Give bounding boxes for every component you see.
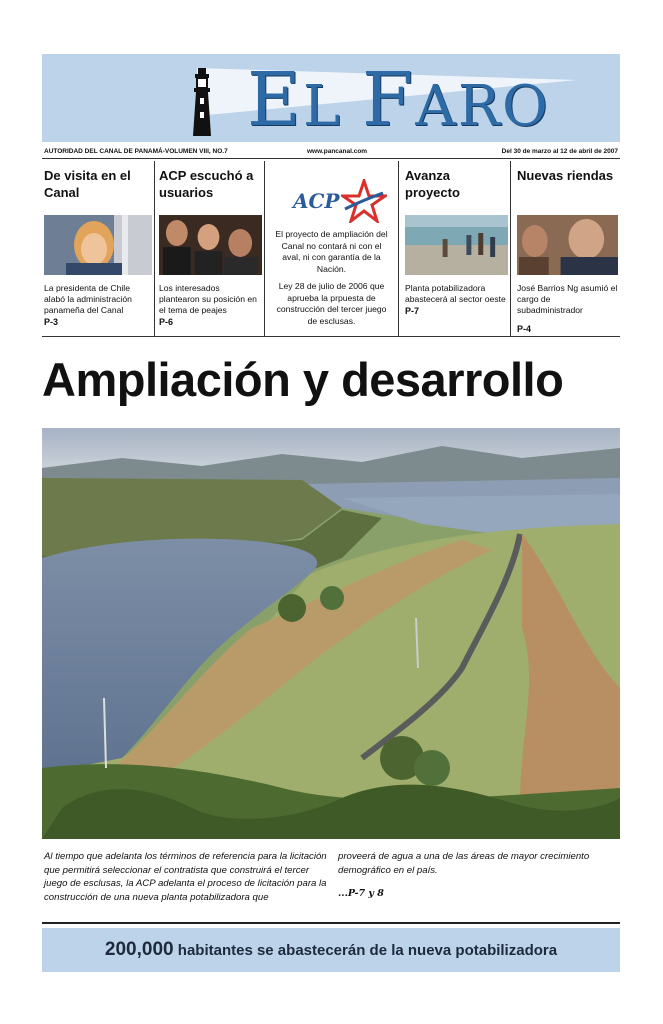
teaser-photo-meeting xyxy=(159,215,262,275)
teaser-visita[interactable] xyxy=(42,161,154,337)
teaser-title: Avanza proyecto xyxy=(405,168,460,200)
main-photo-canal-landscape xyxy=(42,428,620,839)
photo-caption-col2: proveerá de agua a una de las áreas de mayor crecimiento demográfico en el país. ...P-7 y 8 xyxy=(338,850,618,901)
issue-info-bar xyxy=(42,145,620,159)
lighthouse-logo-icon xyxy=(188,68,216,136)
website-link[interactable]: www.pancanal.com xyxy=(307,148,368,155)
teaser-text: Los interesados plantearon su posición en el tema de peajes xyxy=(159,283,257,315)
teaser-paragraph: El proyecto de ampliación del Canal no contará ni con el aval, ni con garantía de la Nación. xyxy=(275,229,388,274)
page-ref: P-7 xyxy=(405,306,420,316)
caption-page-ref: ...P-7 y 8 xyxy=(338,888,384,899)
page-ref: P-6 xyxy=(159,317,174,327)
teaser-photo-administrator xyxy=(517,215,618,275)
page-ref: P-4 xyxy=(517,324,532,334)
teaser-photo-site xyxy=(405,215,508,275)
teaser-riendas[interactable] xyxy=(510,161,620,337)
teaser-row xyxy=(42,161,620,337)
star-icon xyxy=(341,179,387,223)
acp-logo: ACP xyxy=(275,169,388,223)
page-ref: P-3 xyxy=(44,317,59,327)
teaser-title: De visita en el Canal xyxy=(44,168,131,200)
photo-caption-col1: Al tiempo que adelanta los términos de referencia para la licitación que permitirá seleccionar el contratista que construirá el tercer juego de esclusas, la ACP adelanta el proceso de licitación para la construcción de una nueva planta potabilizadora que xyxy=(44,851,327,903)
teaser-text: Planta potabilizadora abastecerá al sector oeste xyxy=(405,283,506,304)
banner-text: habitantes se abastecerán de la nueva potabilizadora xyxy=(173,942,558,959)
bottom-banner xyxy=(42,928,620,972)
teaser-text: La presidenta de Chile alabó la administración panameña del Canal xyxy=(44,283,132,315)
teaser-photo-president xyxy=(44,215,152,275)
teaser-text: José Barrios Ng asumió el cargo de subadministrador xyxy=(517,283,618,315)
newspaper-title: EL FARO xyxy=(247,57,550,142)
main-headline: Ampliación y desarrollo xyxy=(42,353,564,406)
teaser-paragraph: Ley 28 de julio de 2006 que aprueba la prpuesta de construcción del tercer juego de esclusas. xyxy=(276,281,387,326)
teaser-acp-ley[interactable] xyxy=(264,161,398,337)
volume-info: AUTORIDAD DEL CANAL DE PANAMÁ-VOLUMEN VIII, NO.7 xyxy=(44,148,228,155)
divider xyxy=(42,922,620,924)
banner-number: 200,000 xyxy=(104,939,174,960)
teaser-usuarios[interactable] xyxy=(154,161,264,337)
masthead xyxy=(42,54,620,142)
teaser-title: Nuevas riendas xyxy=(517,168,614,183)
teaser-proyecto[interactable] xyxy=(398,161,510,337)
issue-dates: Del 30 de marzo al 12 de abril de 2007 xyxy=(501,148,618,155)
teaser-title: ACP escuchó a usuarios xyxy=(159,168,254,200)
